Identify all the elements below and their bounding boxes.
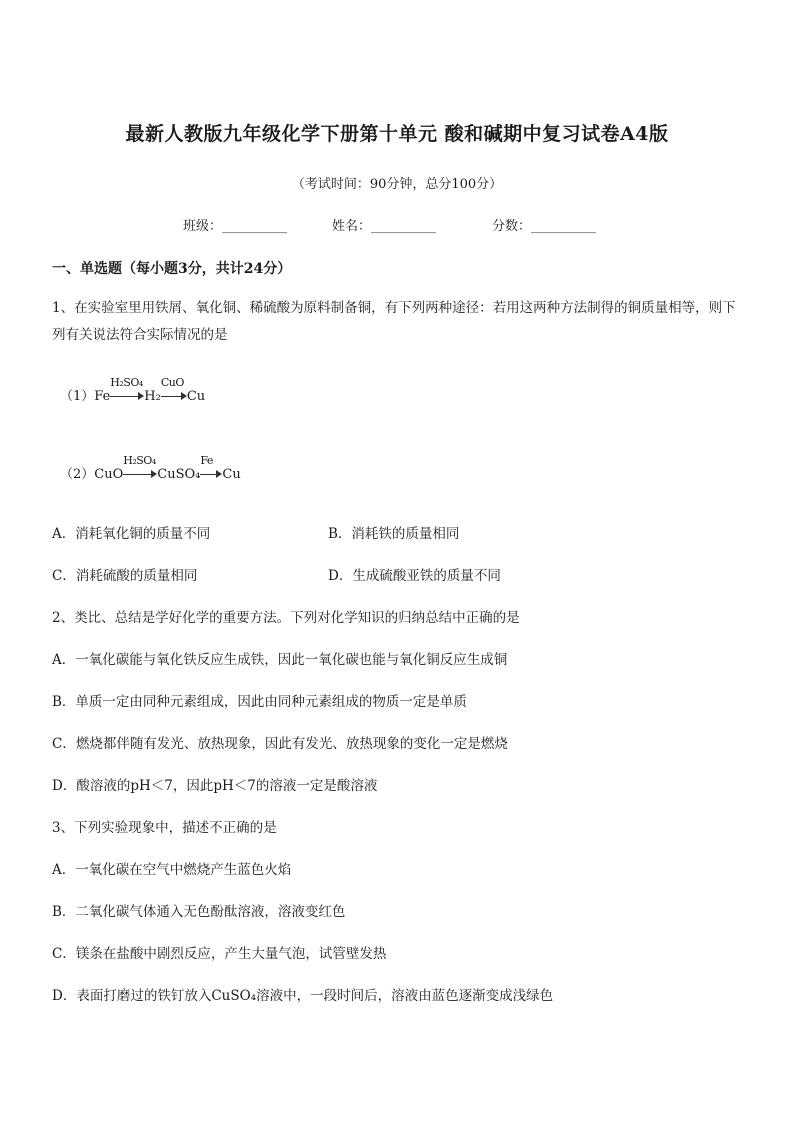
score-field: 分数：__________ bbox=[492, 219, 597, 234]
q2-option-c: C．燃烧都伴随有发光、放热现象，因此有发光、放热现象的变化一定是燃烧 bbox=[52, 736, 508, 752]
reactant: CuO bbox=[94, 467, 124, 482]
reactant: Fe bbox=[94, 389, 111, 404]
q2-option-d: D．酸溶液的pH＜7，因此pH＜7的溶液一定是酸溶液 bbox=[52, 778, 378, 794]
intermediate: H₂ bbox=[144, 389, 161, 404]
route-number: （2） bbox=[60, 467, 95, 482]
name-field: 姓名：__________ bbox=[332, 219, 437, 234]
reaction-arrow bbox=[200, 453, 222, 482]
q1-option-b: B．消耗铁的质量相同 bbox=[328, 526, 460, 542]
arrow-condition: H₂SO₄ bbox=[123, 453, 156, 467]
class-field: 班级：__________ bbox=[183, 219, 288, 234]
q3-option-b: B．二氧化碳气体通入无色酚酞溶液，溶液变红色 bbox=[52, 904, 346, 920]
q3-option-c: C．镁条在盐酸中剧烈反应，产生大量气泡，试管壁发热 bbox=[52, 946, 387, 962]
product: Cu bbox=[222, 467, 241, 482]
q1-stem: 1、在实验室里用铁屑、氧化铜、稀硫酸为原料制备铜，有下列两种途径：若用这两种方法制得的铜质量相等，则下列有关说法符合实际情况的是 bbox=[52, 300, 736, 343]
q3-stem: 3、下列实验现象中，描述不正确的是 bbox=[52, 820, 277, 836]
exam-subtitle: （考试时间：90分钟，总分100分） bbox=[291, 177, 503, 192]
q3-option-d: D．表面打磨过的铁钉放入CuSO₄溶液中，一段时间后，溶液由蓝色逐渐变成浅绿色 bbox=[52, 988, 554, 1004]
reaction-arrow bbox=[123, 453, 157, 482]
q1-option-a: A．消耗氧化铜的质量不同 bbox=[52, 526, 211, 542]
q1-route-1 bbox=[60, 375, 206, 404]
q1-route-2 bbox=[60, 453, 241, 482]
reaction-arrow bbox=[110, 375, 144, 404]
q3-option-a: A．一氧化碳在空气中燃烧产生蓝色火焰 bbox=[52, 862, 292, 878]
q1-option-d: D．生成硫酸亚铁的质量不同 bbox=[328, 568, 501, 584]
intermediate: CuSO₄ bbox=[157, 467, 201, 482]
section-title: 一、单选题（每小题3分，共计24分） bbox=[52, 261, 292, 277]
q2-stem: 2、类比、总结是学好化学的重要方法。下列对化学知识的归纳总结中正确的是 bbox=[52, 610, 520, 626]
product: Cu bbox=[186, 389, 206, 404]
route-number: （1） bbox=[60, 389, 95, 404]
q2-option-b: B．单质一定由同种元素组成，因此由同种元素组成的物质一定是单质 bbox=[52, 694, 467, 710]
arrow-condition: CuO bbox=[160, 375, 184, 389]
q1-option-c: C．消耗硫酸的质量相同 bbox=[52, 568, 198, 584]
arrow-condition: H₂SO₄ bbox=[110, 375, 143, 389]
arrow-condition: Fe bbox=[200, 453, 213, 467]
q2-option-a: A．一氧化碳能与氧化铁反应生成铁，因此一氧化碳也能与氧化铜反应生成铜 bbox=[52, 652, 508, 668]
reaction-arrow bbox=[160, 375, 187, 404]
exam-title: 最新人教版九年级化学下册第十单元 酸和碱期中复习试卷A4版 bbox=[125, 123, 669, 145]
